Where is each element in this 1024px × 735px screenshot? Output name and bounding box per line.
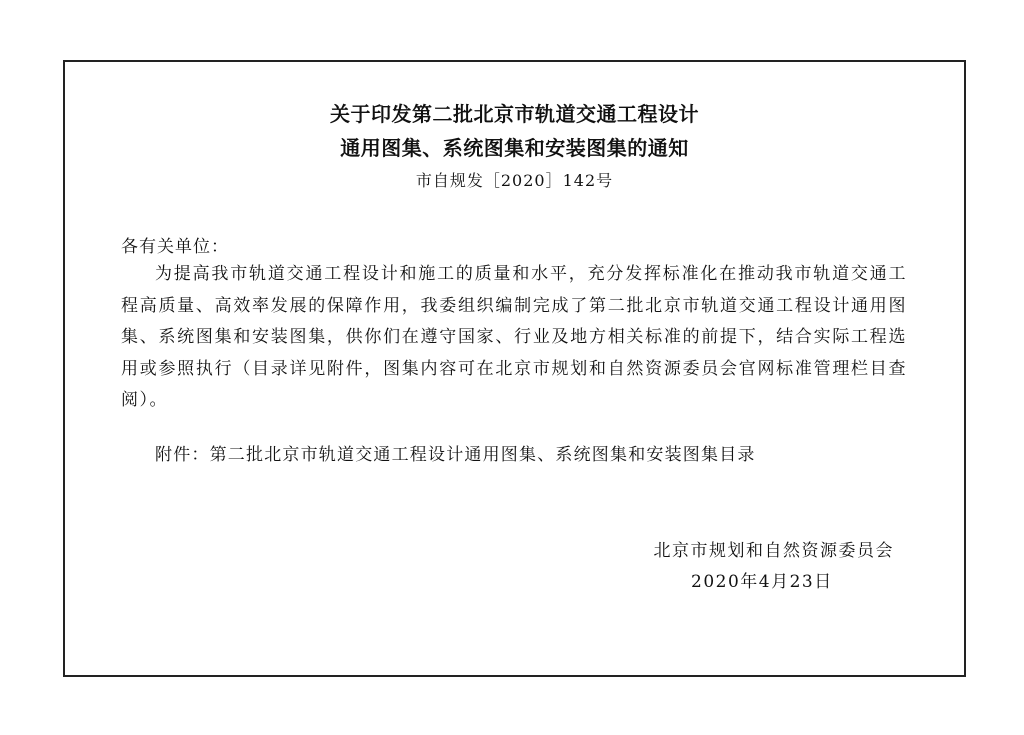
document-frame xyxy=(63,60,966,677)
notice-body: 为提高我市轨道交通工程设计和施工的质量和水平，充分发挥标准化在推动我市轨道交通工程高质量、高效率发展的保障作用，我委组织编制完成了第二批北京市轨道交通工程设计通用图集、系统图集和安装图集，供你们在遵守国家、行业及地方相关标准的前提下，结合实际工程选用或参照执行（目录详见附件，图集内容可在北京市规划和自然资源委员会官网标准管理栏目查阅）。 xyxy=(121,264,907,410)
issuing-authority: 北京市规划和自然资源委员会 xyxy=(653,541,894,561)
document-number: 市自规发［2020］142号 xyxy=(415,171,614,190)
notice-title-line-1: 关于印发第二批北京市轨道交通工程设计 xyxy=(330,102,699,126)
salutation: 各有关单位： xyxy=(121,237,229,257)
issue-date: 2020年4月23日 xyxy=(691,572,833,592)
attachment-line: 附件：第二批北京市轨道交通工程设计通用图集、系统图集和安装图集目录 xyxy=(155,445,756,465)
notice-title-line-2: 通用图集、系统图集和安装图集的通知 xyxy=(340,136,689,160)
